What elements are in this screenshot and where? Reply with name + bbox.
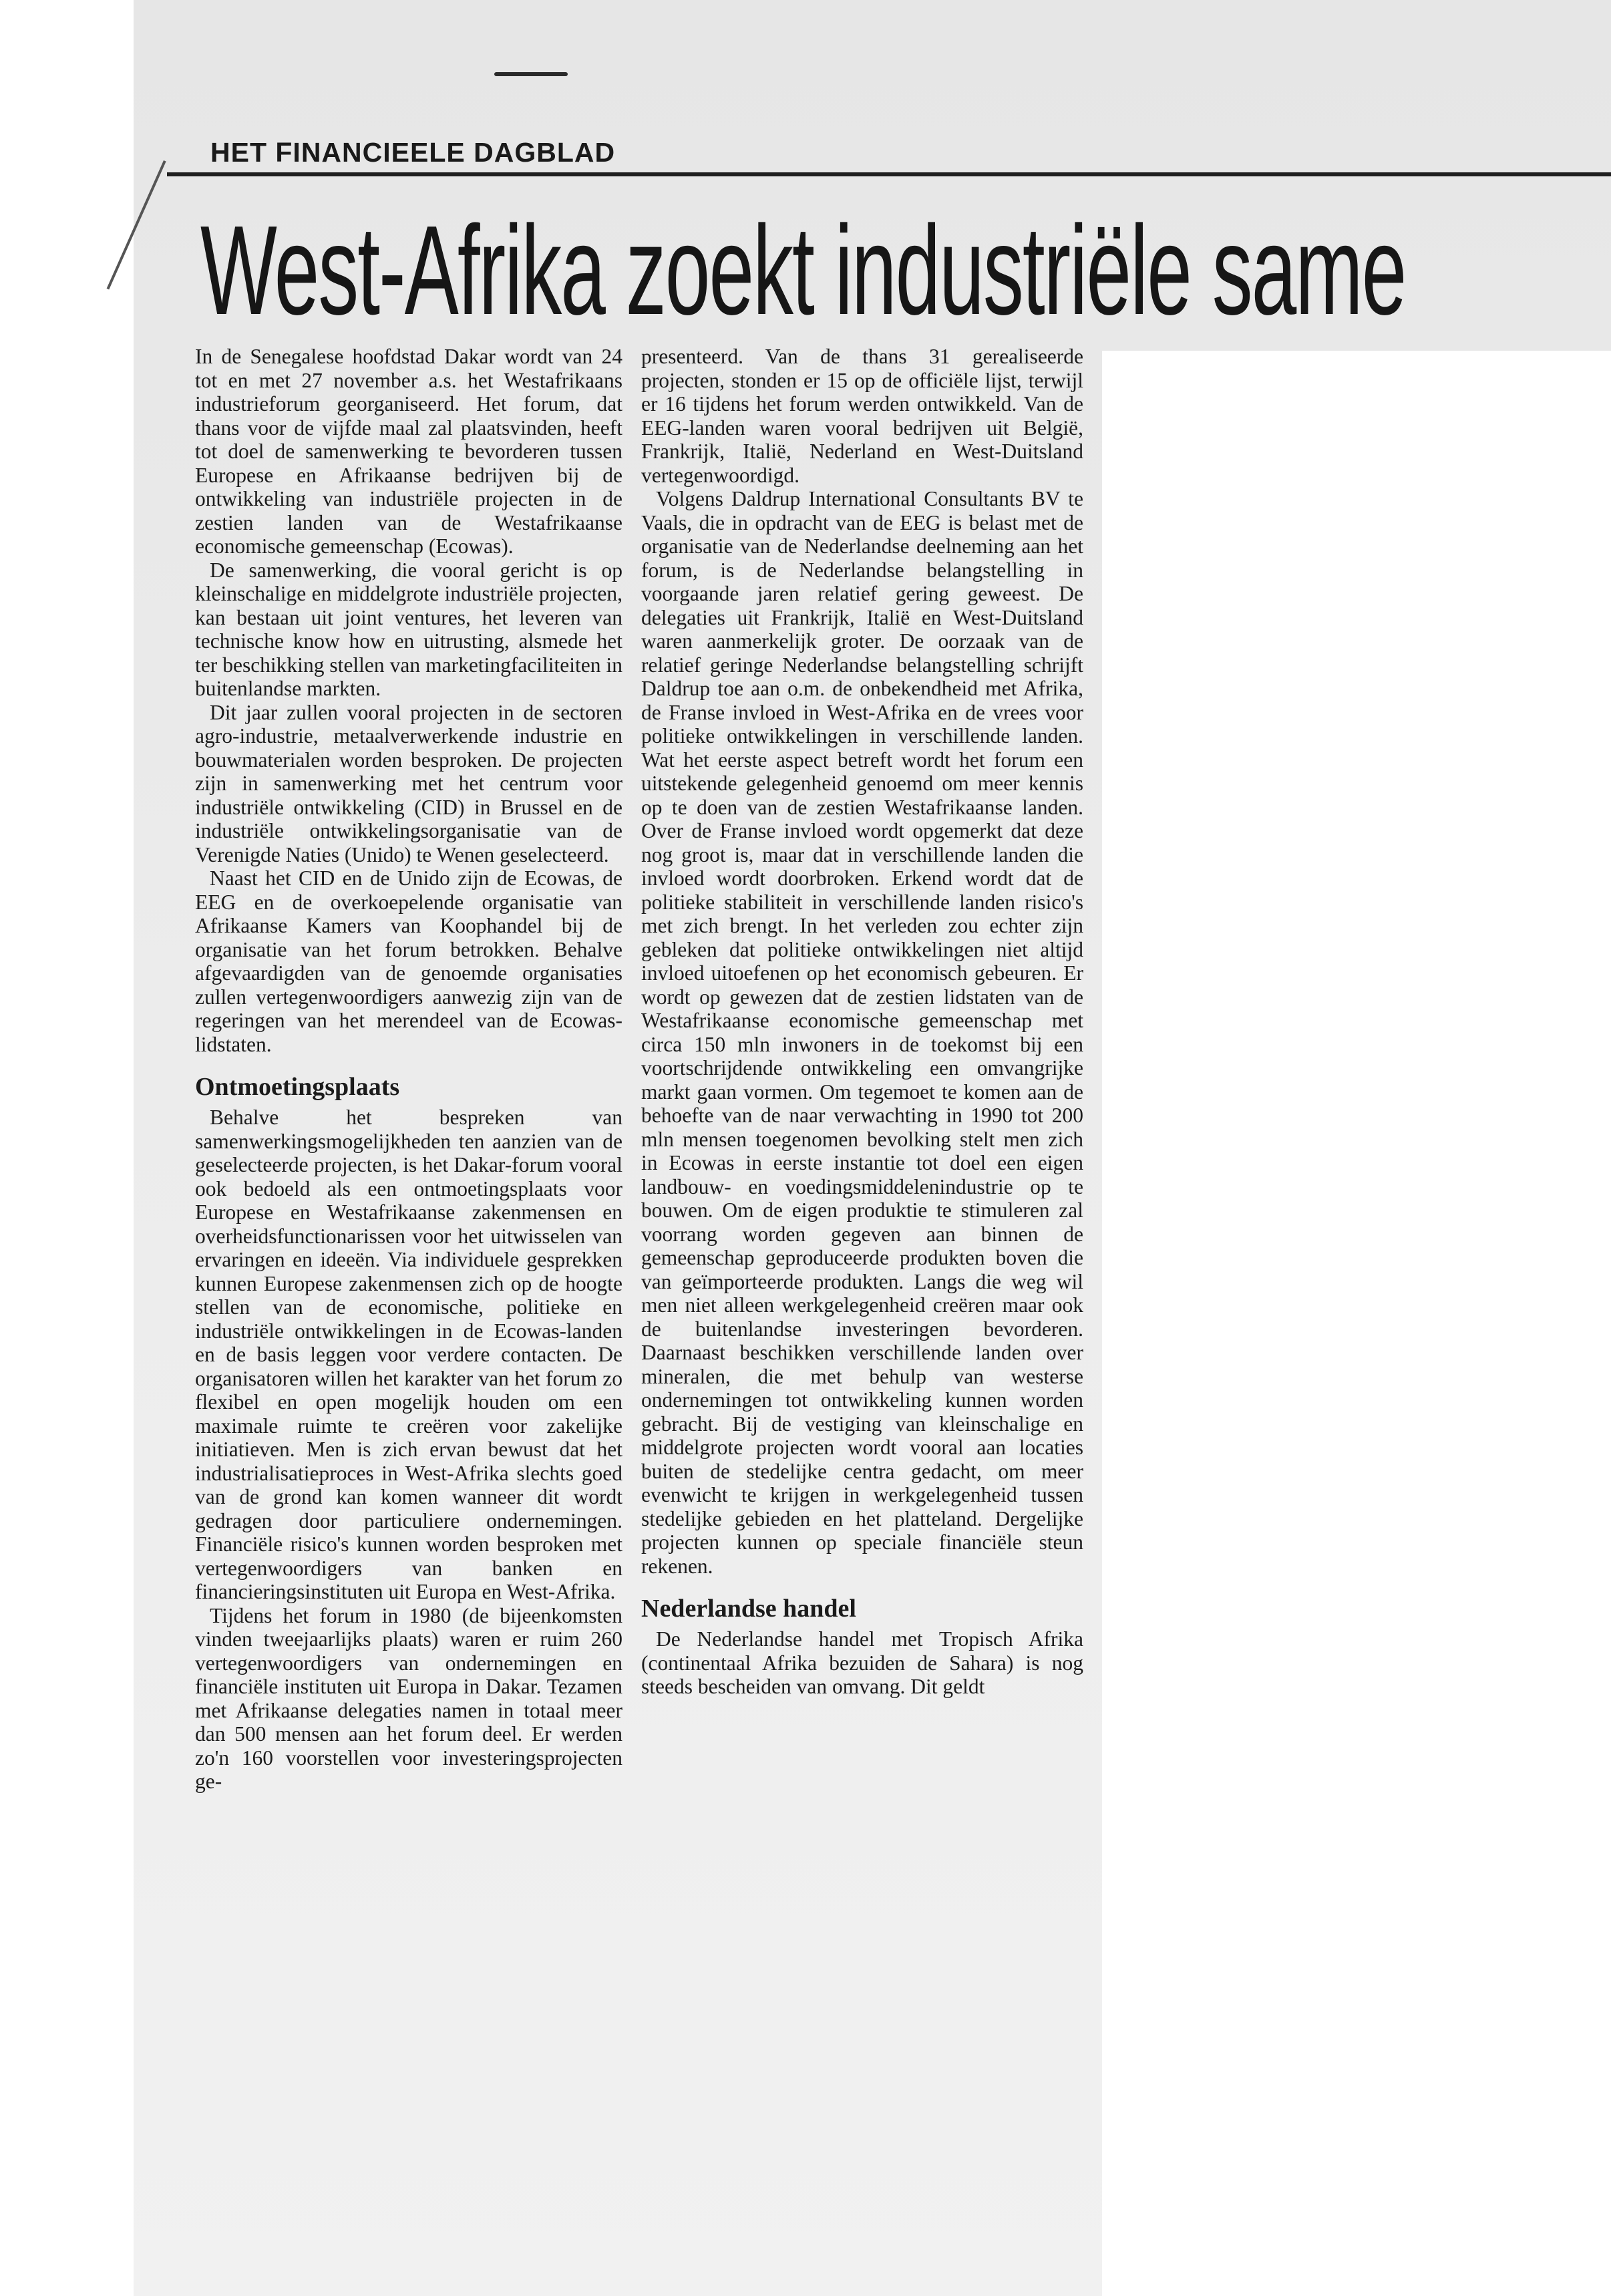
pen-mark bbox=[494, 72, 568, 76]
paragraph: Behalve het bespreken van samenwerkingsmogelijkheden ten aanzien van de geselecteerde projecten, is het Dakar-forum vooral ook bedoeld als een ontmoetingsplaats voor Europese en Westafrikaanse zakenmensen en overheidsfunctionarissen voor het uitwisselen van ervaringen en ideeën. Via individuele gesprekken kunnen Europese zakenmensen zich op de hoogte stellen van de economische, politieke en industriële ontwikkelingen in de Ecowas-landen en de basis leggen voor verdere contacten. De organisatoren willen het karakter van het forum zo flexibel en open mogelijk houden om een maximale ruimte te creëren voor zakelijke initiatieven. Men is zich ervan bewust dat het industrialisatieproces in West-Afrika slechts goed van de grond kan komen wanneer dit wordt gedragen door particuliere ondernemingen. Financiële risico's kunnen worden besproken met vertegenwoordigers van banken en financieringsinstituten uit Europa en West-Afrika. bbox=[195, 1106, 622, 1603]
subheading: Ontmoetingsplaats bbox=[195, 1073, 400, 1101]
adjacent-column-remnant bbox=[152, 581, 186, 2278]
article-column-right bbox=[641, 345, 1083, 1699]
paragraph: presenteerd. Van de thans 31 gerealiseerde projecten, stonden er 15 op de officiële lijst, terwijl er 16 tijdens het forum werden ontwikkeld. Van de EEG-landen waren vooral bedrijven uit België, Frankrijk, Italië, Nederland en West-Duitsland vertegenwoordigd. bbox=[641, 345, 1083, 487]
paragraph: In de Senegalese hoofdstad Dakar wordt van 24 tot en met 27 november a.s. het Westafrikaans industrieforum georganiseerd. Het forum, dat thans voor de vijfde maal zal plaatsvinden, heeft tot doel de samenwerking te bevorderen tussen Europese en Afrikaanse bedrijven bij de ontwikkeling van industriële projecten in de zestien landen van de Westafrikaanse economische gemeenschap (Ecowas). bbox=[195, 345, 622, 558]
clipping-cut-edge bbox=[1102, 351, 1611, 2296]
paragraph: Dit jaar zullen vooral projecten in de sectoren agro-industrie, metaalverwerkende industrie en bouwmaterialen worden besproken. De projecten zijn in samenwerking met het centrum voor industriële ontwikkeling (CID) in Brussel en de industriële ontwikkelingsorganisatie van de Verenigde Naties (Unido) te Wenen geselecteerd. bbox=[195, 700, 622, 866]
article-headline: West-Afrika zoekt industriële same bbox=[200, 200, 1406, 341]
paragraph: Tijdens het forum in 1980 (de bijeenkomsten vinden tweejaarlijks plaats) waren er ruim 260 vertegenwoordigers van ondernemingen en financiële instituten uit Europa in Dakar. Tezamen met Afrikaanse delegaties namen in totaal meer dan 500 mensen aan het forum deel. Er werden zo'n 160 voorstellen voor investeringsprojecten ge- bbox=[195, 1603, 622, 1793]
subheading: Nederlandse handel bbox=[641, 1595, 856, 1623]
newspaper-masthead: HET FINANCIEELE DAGBLAD bbox=[210, 137, 616, 168]
paragraph: Naast het CID en de Unido zijn de Ecowas, de EEG en de overkoepelende organisatie van Afrikaanse Kamers van Koophandel bij de organisatie van het forum betrokken. Behalve afgevaardigden van de genoemde organisaties zullen vertegenwoordigers aanwezig zijn van de regeringen van het merendeel van de Ecowas-lidstaten. bbox=[195, 866, 622, 1056]
paragraph: De Nederlandse handel met Tropisch Afrika (continentaal Afrika bezuiden de Sahara) is nog steeds bescheiden van omvang. Dit geldt bbox=[641, 1627, 1083, 1698]
paragraph: Volgens Daldrup International Consultants BV te Vaals, die in opdracht van de EEG is belast met de organisatie van de Nederlandse deelneming aan het forum, is de Nederlandse belangstelling in voorgaande jaren relatief gering geweest. De delegaties uit Frankrijk, Italië en West-Duitsland waren aanmerkelijk groter. De oorzaak van de relatief geringe Nederlandse belangstelling schrijft Daldrup toe aan o.m. de onbekendheid met Afrika, de Franse invloed in West-Afrika en de vrees voor politieke ontwikkelingen in verschillende landen. Wat het eerste aspect betreft wordt het forum een uitstekende gelegenheid genoemd om meer kennis op te doen van de zestien Westafrikaanse landen. Over de Franse invloed wordt opgemerkt dat deze nog groot is, maar dat in verschillende landen die invloed wordt doorbroken. Erkend wordt dat de politieke stabiliteit in verschillende landen risico's met zich brengt. In het verleden zou echter zijn gebleken dat politieke ontwikkelingen niet altijd invloed uitoefenen op het economisch gebeuren. Er wordt op gewezen dat de zestien lidstaten van de Westafrikaanse economische gemeenschap met circa 150 mln inwoners in de toekomst bij een voortschrijdende ontwikkeling een omvangrijke markt gaan vormen. Om tegemoet te komen aan de behoefte van de naar verwachting in 1990 tot 200 mln mensen toegenomen bevolking stelt men zich in Ecowas in eerste instantie tot doel een eigen landbouw- en voedingsmiddelenindustrie op te bouwen. Om de eigen produktie te stimuleren zal voorrang worden gegeven aan binnen de gemeenschap geproduceerde produkten boven die van geïmporteerde produkten. Langs die weg wil men niet alleen werkgelegenheid creëren maar ook de buitenlandse investeringen bevorderen. Daarnaast beschikken verschillende landen over mineralen, die met behulp van westerse ondernemingen tot ontwikkeling kunnen worden gebracht. Bij de vestiging van kleinschalige en middelgrote projecten wordt vooral aan locaties buiten de stedelijke centra gedacht, om meer evenwicht te krijgen in werkgelegenheid tussen stedelijke gebieden en het platteland. Dergelijke projecten kunnen op speciale financiële steun rekenen. bbox=[641, 487, 1083, 1578]
article-column-left bbox=[195, 345, 622, 1794]
masthead-rule bbox=[167, 172, 1611, 176]
paragraph: De samenwerking, die vooral gericht is op kleinschalige en middelgrote industriële projecten, kan bestaan uit joint ventures, het leveren van technische know how en uitrusting, alsmede het ter beschikking stellen van marketingfaciliteiten in buitenlandse markten. bbox=[195, 558, 622, 700]
